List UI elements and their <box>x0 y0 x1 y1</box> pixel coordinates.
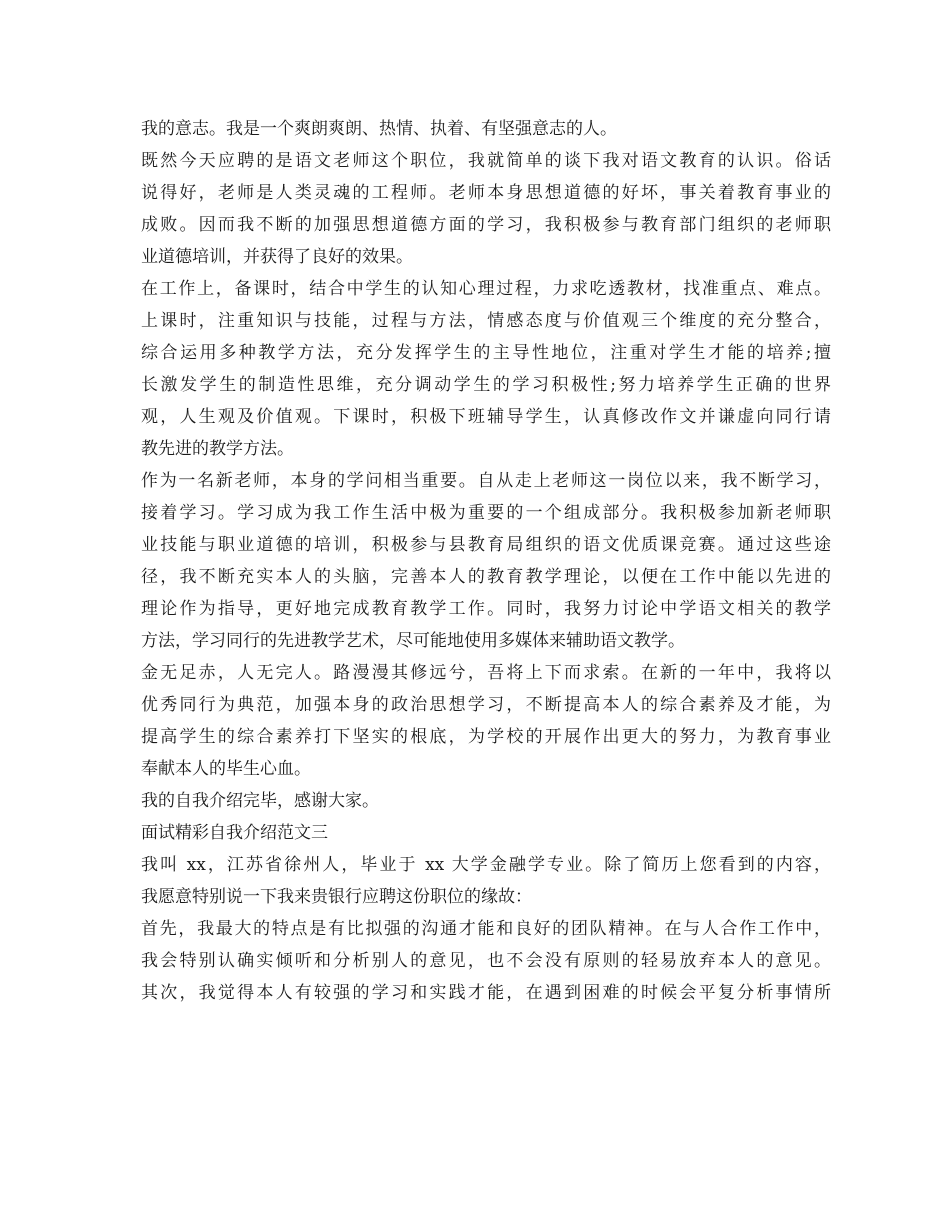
text-line: 面试精彩自我介绍范文三 <box>141 823 328 843</box>
text-line: 其次，我觉得本人有较强的学习和实践才能，在遇到困难的时候会平复分析事情所 <box>141 983 831 1003</box>
text-line: 我的意志。我是一个爽朗爽朗、热情、执着、有坚强意志的人。 <box>141 119 617 139</box>
text-line: 金无足赤，人无完人。路漫漫其修远兮，吾将上下而求索。在新的一年中，我将以 <box>141 663 831 683</box>
text-line: 我愿意特别说一下我来贵银行应聘这份职位的缘故： <box>141 887 532 907</box>
text-line: 径，我不断充实本人的头脑，完善本人的教育教学理论，以便在工作中能以先进的 <box>141 567 831 587</box>
text-line: 教先进的教学方法。 <box>141 439 294 459</box>
text-line: 长激发学生的制造性思维，充分调动学生的学习积极性;努力培养学生正确的世界 <box>141 375 831 395</box>
text-line: 理论作为指导，更好地完成教育教学工作。同时，我努力讨论中学语文相关的教学 <box>141 599 831 619</box>
document-body <box>141 113 831 1009</box>
text-line: 接着学习。学习成为我工作生活中极为重要的一个组成部分。我积极参加新老师职 <box>141 503 831 523</box>
text-line: 业道德培训，并获得了良好的效果。 <box>141 247 413 267</box>
text-line: 方法，学习同行的先进教学艺术，尽可能地使用多媒体来辅助语文教学。 <box>141 631 685 651</box>
text-line: 我叫 xx，江苏省徐州人，毕业于 xx 大学金融学专业。除了简历上您看到的内容， <box>141 855 831 875</box>
text-line: 说得好，老师是人类灵魂的工程师。老师本身思想道德的好坏，事关着教育事业的 <box>141 183 831 203</box>
text-line: 综合运用多种教学方法，充分发挥学生的主导性地位，注重对学生才能的培养;擅 <box>141 343 831 363</box>
text-line: 提高学生的综合素养打下坚实的根底，为学校的开展作出更大的努力，为教育事业 <box>141 727 831 747</box>
text-line: 作为一名新老师，本身的学问相当重要。自从走上老师这一岗位以来，我不断学习， <box>141 471 831 491</box>
text-line: 在工作上，备课时，结合中学生的认知心理过程，力求吃透教材，找准重点、难点。 <box>141 279 831 299</box>
text-line: 业技能与职业道德的培训，积极参与县教育局组织的语文优质课竞赛。通过这些途 <box>141 535 831 555</box>
text-line: 成败。因而我不断的加强思想道德方面的学习，我积极参与教育部门组织的老师职 <box>141 215 831 235</box>
text-line: 我的自我介绍完毕，感谢大家。 <box>141 791 379 811</box>
text-line: 奉献本人的毕生心血。 <box>141 759 311 779</box>
text-line: 既然今天应聘的是语文老师这个职位，我就简单的谈下我对语文教育的认识。俗话 <box>141 151 831 171</box>
text-line: 上课时，注重知识与技能，过程与方法，情感态度与价值观三个维度的充分整合， <box>141 311 831 331</box>
text-line: 我会特别认确实倾听和分析别人的意见，也不会没有原则的轻易放弃本人的意见。 <box>141 951 831 971</box>
text-line: 观，人生观及价值观。下课时，积极下班辅导学生，认真修改作文并谦虚向同行请 <box>141 407 831 427</box>
text-line: 优秀同行为典范，加强本身的政治思想学习，不断提高本人的综合素养及才能，为 <box>141 695 831 715</box>
text-line: 首先，我最大的特点是有比拟强的沟通才能和良好的团队精神。在与人合作工作中， <box>141 919 831 939</box>
